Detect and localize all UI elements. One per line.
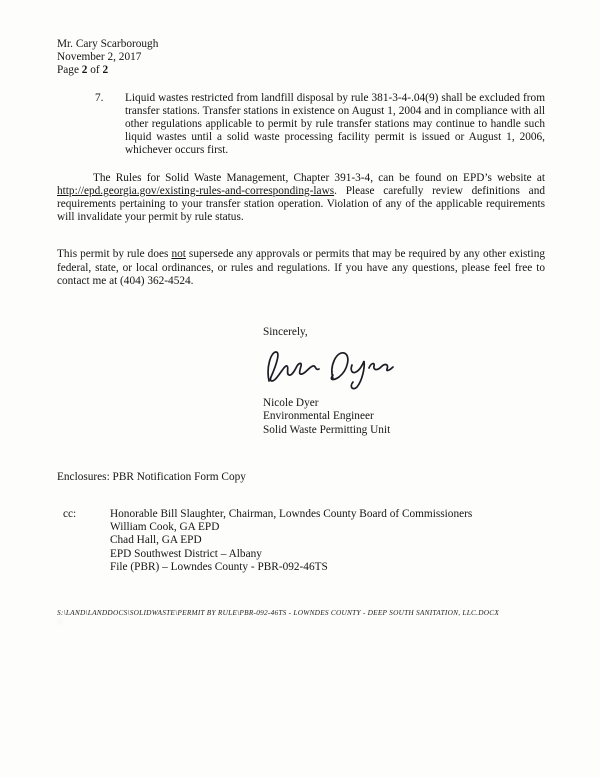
handwritten-signature xyxy=(257,343,545,395)
cc-entry: Chad Hall, GA EPD xyxy=(110,534,202,547)
cc-block xyxy=(57,508,545,574)
cc-label: cc: xyxy=(63,508,77,521)
item-number: 7. xyxy=(95,91,104,104)
letter-header xyxy=(57,38,545,78)
rules-text-after: . Please carefully review definitions and requirements pertaining to your transfer station operation. Violation of any of the applicable requirements will invalidate your permit by rule status. xyxy=(57,184,545,224)
signer-unit: Solid Waste Permitting Unit xyxy=(263,423,391,436)
signature-ink-icon xyxy=(257,343,407,395)
cc-list xyxy=(110,508,472,574)
sincerely-line: Sincerely, xyxy=(263,326,308,339)
signer-block xyxy=(263,397,545,437)
page-number-line xyxy=(57,64,545,77)
permit-text-after: supersede any approvals or permits that may be required by any other existing federal, state, or local ordinances, or rules and regulations. If you have any questions, please feel free to contact me at (404) 362-4524. xyxy=(57,248,545,287)
enclosures-line: Enclosures: PBR Notification Form Copy xyxy=(57,470,246,483)
permit-paragraph xyxy=(57,248,545,288)
signer-title: Environmental Engineer xyxy=(263,410,374,423)
recipient-line: Mr. Cary Scarborough xyxy=(57,38,159,50)
rules-paragraph xyxy=(57,172,545,225)
signer-name: Nicole Dyer xyxy=(263,397,319,410)
page-total: 2 xyxy=(102,64,109,77)
permit-text-before: This permit by rule does xyxy=(57,248,172,261)
page-word: Page xyxy=(57,64,82,77)
closing-block xyxy=(263,326,545,437)
cc-entry: Honorable Bill Slaughter, Chairman, Lowndes County Board of Commissioners xyxy=(110,508,473,521)
epd-url-link: http://epd.georgia.gov/existing-rules-and-corresponding-laws xyxy=(57,184,335,197)
list-item-7 xyxy=(95,92,545,158)
underlined-not: not xyxy=(171,248,186,261)
cc-entry: File (PBR) – Lowndes County - PBR-092-46TS xyxy=(110,560,328,573)
cc-entry: William Cook, GA EPD xyxy=(110,521,220,534)
page-of-word: of xyxy=(87,64,103,77)
page-current: 2 xyxy=(81,64,88,77)
file-path-footer: S:\LAND\LANDDOCS\SOLIDWASTE\PERMIT BY RULE\PBR-092-46TS - LOWNDES COUNTY - DEEP SOUTH SANITATION, LLC.DOCX xyxy=(57,608,500,618)
item-text: Liquid wastes restricted from landfill disposal by rule 381-3-4-.04(9) shall be excluded from transfer stations. Transfer stations in existence on August 1, 2004 and in compliance with all other regulations applicable to permit by rule transfer stations may continue to handle such liquid wastes until a solid waste processing facility permit is issued or August 1, 2006, whichever occurs first. xyxy=(125,91,545,157)
date-line: November 2, 2017 xyxy=(57,51,142,64)
cc-entry: EPD Southwest District – Albany xyxy=(110,547,262,560)
rules-text-before: The Rules for Solid Waste Management, Chapter 391-3-4, can be found on EPD’s website at xyxy=(93,171,545,184)
